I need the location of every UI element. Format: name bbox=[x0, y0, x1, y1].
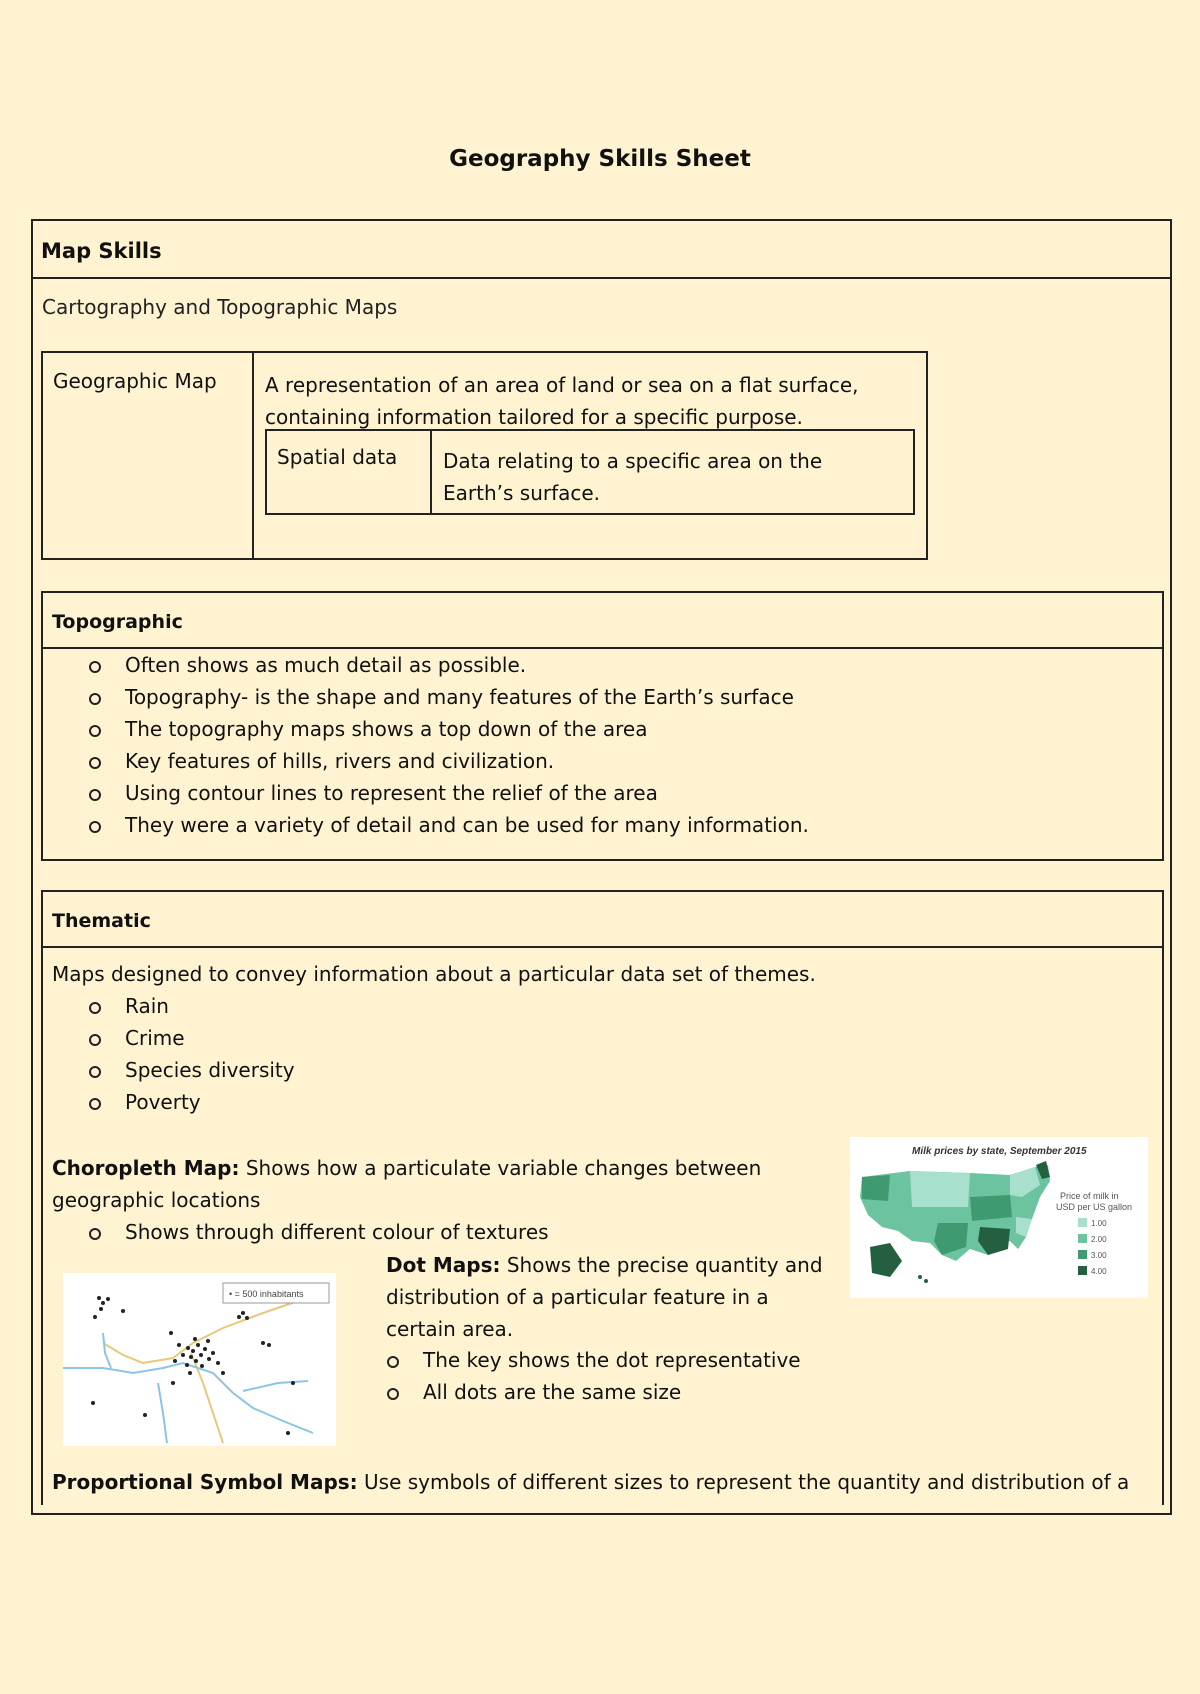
choropleth-list bbox=[43, 1216, 743, 1248]
list-item: Key features of hills, rivers and civilization. bbox=[43, 745, 1162, 777]
dot-map-image bbox=[63, 1273, 336, 1446]
legend-swatch bbox=[1078, 1234, 1087, 1243]
dot-map-label: Dot Maps: bbox=[386, 1253, 501, 1277]
legend-swatch bbox=[1078, 1218, 1087, 1227]
definition-line: Earth’s surface. bbox=[443, 481, 601, 505]
list-item: Topography- is the shape and many features of the Earth’s surface bbox=[43, 681, 1162, 713]
list-item: Crime bbox=[43, 1022, 543, 1054]
list-item: Shows through different colour of textures bbox=[43, 1216, 743, 1248]
topographic-list bbox=[43, 649, 1162, 841]
list-item: Using contour lines to represent the relief of the area bbox=[43, 777, 1162, 809]
thematic-section bbox=[41, 890, 1164, 1505]
proportional-label: Proportional Symbol Maps: bbox=[52, 1470, 358, 1494]
legend-label: 1.00 bbox=[1091, 1219, 1107, 1228]
list-item: The key shows the dot representative bbox=[341, 1344, 861, 1376]
choropleth-label: Choropleth Map: bbox=[52, 1156, 240, 1180]
choropleth-description bbox=[52, 1152, 812, 1216]
topographic-heading: Topographic bbox=[43, 593, 1162, 649]
legend-swatch bbox=[1078, 1250, 1087, 1259]
dot-map-list bbox=[341, 1344, 861, 1408]
geographic-map-definition bbox=[265, 369, 915, 433]
definition-line: containing information tailored for a specific purpose. bbox=[265, 405, 803, 429]
geographic-map-table bbox=[41, 351, 928, 560]
dot-map-text: Shows the precise quantity and bbox=[500, 1253, 823, 1277]
dot-map-description bbox=[386, 1249, 846, 1345]
map-skills-section bbox=[31, 219, 1172, 1515]
choropleth-text-cont: geographic locations bbox=[52, 1188, 261, 1212]
page-title: Geography Skills Sheet bbox=[449, 146, 751, 172]
dot-map-text-cont: distribution of a particular feature in a bbox=[386, 1285, 769, 1309]
geographic-map-term: Geographic Map bbox=[43, 353, 254, 558]
list-item: Poverty bbox=[43, 1086, 543, 1118]
themes-list bbox=[43, 990, 543, 1118]
thematic-intro: Maps designed to convey information about a particular data set of themes. bbox=[52, 962, 816, 986]
proportional-text: Use symbols of different sizes to represent the quantity and distribution of a bbox=[357, 1470, 1130, 1494]
list-item: Rain bbox=[43, 990, 543, 1022]
list-item: The topography maps shows a top down of the area bbox=[43, 713, 1162, 745]
thematic-heading: Thematic bbox=[43, 892, 1162, 948]
spatial-data-table bbox=[265, 429, 915, 515]
map-skills-heading: Map Skills bbox=[33, 221, 1170, 279]
spatial-data-term: Spatial data bbox=[267, 431, 432, 513]
dot-map-key: • = 500 inhabitants bbox=[229, 1289, 304, 1299]
choropleth-text: Shows how a particulate variable changes between bbox=[239, 1156, 762, 1180]
us-map-icon bbox=[860, 1161, 1050, 1283]
legend-swatch bbox=[1078, 1266, 1087, 1275]
dot-map-text-cont: certain area. bbox=[386, 1317, 514, 1341]
list-item: They were a variety of detail and can be used for many information. bbox=[43, 809, 1162, 841]
cartography-subheading: Cartography and Topographic Maps bbox=[42, 295, 398, 319]
topographic-section bbox=[41, 591, 1164, 861]
legend-label: 3.00 bbox=[1091, 1251, 1107, 1260]
definition-line: A representation of an area of land or sea on a flat surface, bbox=[265, 373, 859, 397]
spatial-data-definition bbox=[443, 445, 903, 509]
list-item: All dots are the same size bbox=[341, 1376, 861, 1408]
list-item: Species diversity bbox=[43, 1054, 543, 1086]
choropleth-map-image bbox=[850, 1137, 1148, 1298]
list-item: Often shows as much detail as possible. bbox=[43, 649, 1162, 681]
legend-label: 2.00 bbox=[1091, 1235, 1107, 1244]
proportional-description bbox=[52, 1466, 1162, 1498]
legend-label: 4.00 bbox=[1091, 1267, 1107, 1276]
choropleth-image-title: Milk prices by state, September 2015 bbox=[912, 1146, 1087, 1157]
legend-title: Price of milk in bbox=[1060, 1191, 1119, 1201]
definition-line: Data relating to a specific area on the bbox=[443, 449, 823, 473]
legend-title-cont: USD per US gallon bbox=[1056, 1202, 1133, 1212]
